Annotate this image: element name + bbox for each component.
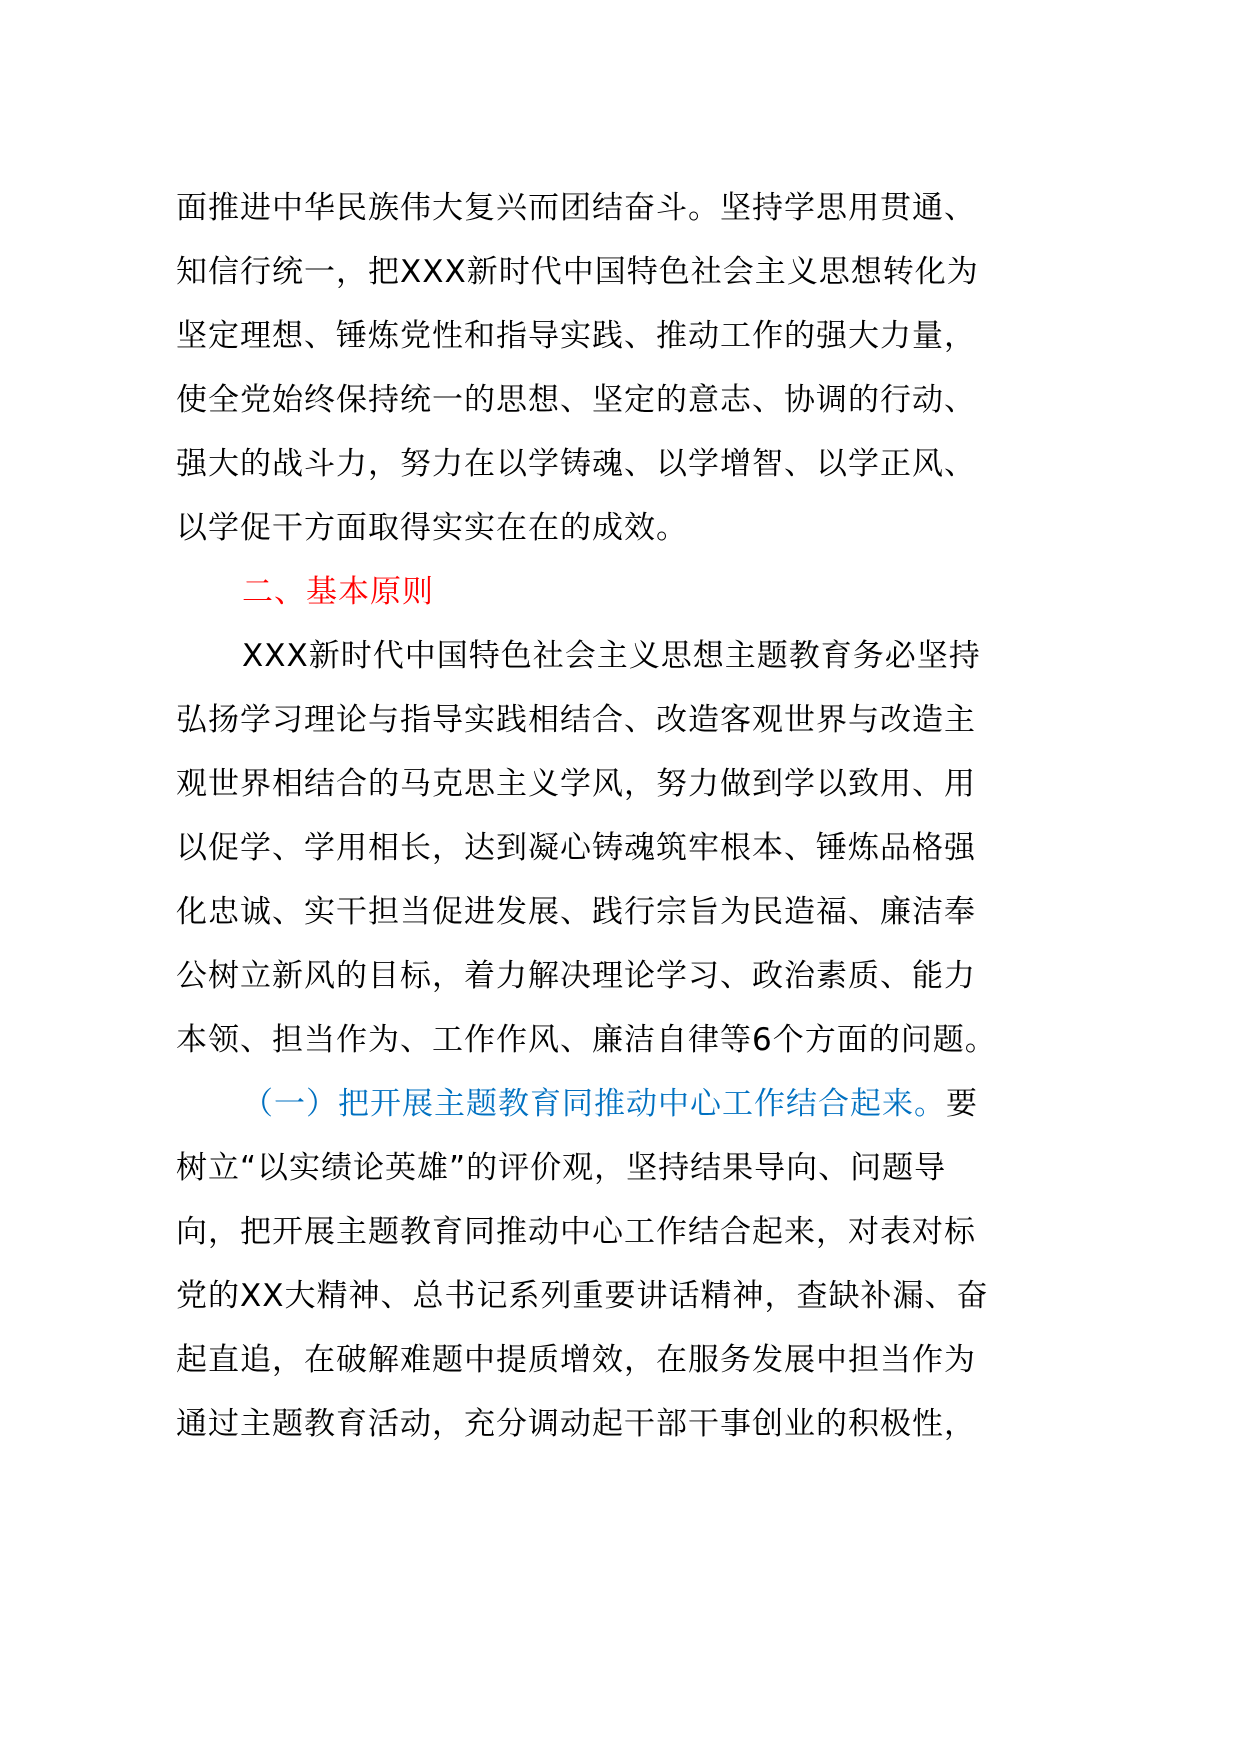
paragraph-line: 弘扬学习理论与指导实践相结合、改造客观世界与改造主: [176, 702, 976, 738]
paragraph-line: 坚定理想、锤炼党性和指导实践、推动工作的强大力量，: [176, 318, 976, 354]
paragraph-line: 公树立新风的目标，着力解决理论学习、政治素质、能力: [176, 958, 976, 994]
paragraph-line: 以促学、学用相长，达到凝心铸魂筑牢根本、锤炼品格强: [176, 830, 976, 866]
paragraph-line: 树立“以实绩论英雄”的评价观，坚持结果导向、问题导: [176, 1150, 947, 1186]
paragraph-line: 知信行统一，把XXX新时代中国特色社会主义思想转化为: [176, 254, 979, 290]
paragraph-line: 强大的战斗力，努力在以学铸魂、以学增智、以学正风、: [176, 446, 976, 482]
subsection-heading: （一）把开展主题教育同推动中心工作结合起来。: [242, 1086, 946, 1122]
paragraph-line: 观世界相结合的马克思主义学风，努力做到学以致用、用: [176, 766, 976, 802]
paragraph-goals: [176, 176, 1096, 1456]
paragraph-line: 起直追，在破解难题中提质增效，在服务发展中担当作为: [176, 1342, 976, 1378]
paragraph-line: 面推进中华民族伟大复兴而团结奋斗。坚持学思用贯通、: [176, 190, 976, 226]
paragraph-line: 本领、担当作为、工作作风、廉洁自律等6个方面的问题。: [176, 1022, 997, 1058]
paragraph-line: 向，把开展主题教育同推动中心工作结合起来，对表对标: [176, 1214, 976, 1250]
section-heading-basic-principles: 二、基本原则: [242, 574, 434, 610]
paragraph-line: 以学促干方面取得实实在在的成效。: [176, 510, 688, 546]
paragraph-line: 通过主题教育活动，充分调动起干部干事创业的积极性，: [176, 1406, 976, 1442]
paragraph-line: 使全党始终保持统一的思想、坚定的意志、协调的行动、: [176, 382, 976, 418]
paragraph-line: 化忠诚、实干担当促进发展、践行宗旨为民造福、廉洁奉: [176, 894, 976, 930]
subsection-first-line: [176, 1072, 1096, 1136]
paragraph-line: XXX新时代中国特色社会主义思想主题教育务必坚持: [242, 638, 981, 674]
paragraph-line: 党的XX大精神、总书记系列重要讲话精神，查缺补漏、奋: [176, 1278, 989, 1314]
subsection-first-line-text: 要: [946, 1086, 978, 1122]
